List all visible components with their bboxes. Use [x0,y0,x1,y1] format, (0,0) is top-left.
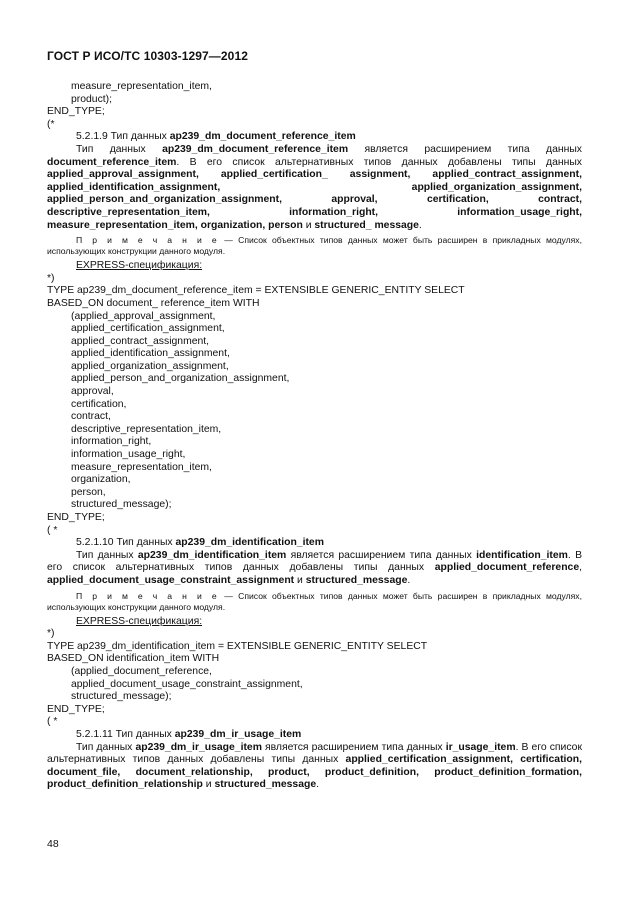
code-line: information_right, [71,436,152,448]
code-line: END_TYPE; [47,512,105,523]
code-line: (applied_document_reference, [71,665,212,677]
code-line: person, [71,486,106,498]
code-line: END_TYPE; [47,106,105,118]
code-line: BASED_ON identification_item WITH [47,653,220,665]
note-2: П р и м е ч а н и е — Список объектных типов данных может быть расширен в прикладных модулях, использующих конструкции данного модуля. [47,590,582,612]
code-line: structured_message); [71,691,172,703]
paragraph-5-2-1-10: Тип данных ap239_dm_identification_item является расширением типа данных identification_item. В его список альтернативных типов данных добавлены типы данных applied_document_reference, applied_document_usage_constraint_assignment и structured_message. [47,549,582,586]
code-line: measure_representation_item, [71,81,212,92]
express-label-1: EXPRESS-спецификация: [76,260,203,272]
section-heading-5-2-1-10: 5.2.1.10 Тип данных ap239_dm_identification_item [76,537,324,549]
code-line: product); [71,93,113,105]
code-line: applied_certification_assignment, [71,323,225,335]
code-line: *) [47,272,55,284]
code-line: descriptive_representation_item, [71,423,222,435]
page-number: 48 [47,838,59,850]
code-line: applied_person_and_organization_assignment, [71,373,290,385]
code-line: *) [47,628,55,640]
page-content [47,81,582,792]
code-line: (* [47,118,55,130]
code-line: (applied_approval_assignment, [71,310,216,322]
code-line: applied_contract_assignment, [71,335,210,347]
code-line: contract, [71,411,111,423]
code-line: ( * [47,524,58,536]
code-line: applied_document_usage_constraint_assignment, [71,678,303,690]
code-line: TYPE ap239_dm_identification_item = EXTENSIBLE GENERIC_ENTITY SELECT [47,640,428,652]
page-header: ГОСТ Р ИСО/ТС 10303-1297—2012 [47,49,248,63]
section-heading-5-2-1-11: 5.2.1.11 Тип данных ap239_dm_ir_usage_item [76,728,302,740]
code-line: BASED_ON document_ reference_item WITH [47,297,260,309]
code-line: applied_identification_assignment, [71,348,230,360]
code-line: structured_message); [71,499,172,511]
paragraph-5-2-1-9: Тип данных ap239_dm_document_reference_item является расширением типа данных document_reference_item. В его список альтернативных типов данных добавлены типы данных applied_approval_assignment, applied_certification_ assignment, applied_contract_assignment, applied_identification_assignment, applied_organization_assignment, applied_person_and_organization_assignment, approval, certification, contract, descriptive_representation_item, information_right, information_usage_right, measure_representation_item, organization, person и structured_ message. [47,143,582,231]
code-line: applied_organization_assignment, [71,360,229,372]
code-line: organization, [71,474,131,486]
express-label-2: EXPRESS-спецификация: [76,615,203,627]
code-line: TYPE ap239_dm_document_reference_item = EXTENSIBLE GENERIC_ENTITY SELECT [47,285,465,297]
code-line: END_TYPE; [47,703,105,715]
code-line: ( * [47,716,58,728]
code-line: measure_representation_item, [71,461,212,473]
note-1: П р и м е ч а н и е — Список объектных типов данных может быть расширен в прикладных модулях, использующих конструкции данного модуля. [47,235,582,257]
code-line: approval, [71,386,114,398]
code-line: information_usage_right, [71,449,186,461]
code-line: certification, [71,398,127,410]
paragraph-5-2-1-11: Тип данных ap239_dm_ir_usage_item является расширением типа данных ir_usage_item. В его список альтернативных типов данных добавлены типы данных applied_certification_assignment, certification, document_file, document_relationship, product, product_definition, product_definition_formation, product_definition_relationship и structured_message. [47,741,583,791]
section-heading-5-2-1-9: 5.2.1.9 Тип данных ap239_dm_document_reference_item [76,131,356,143]
